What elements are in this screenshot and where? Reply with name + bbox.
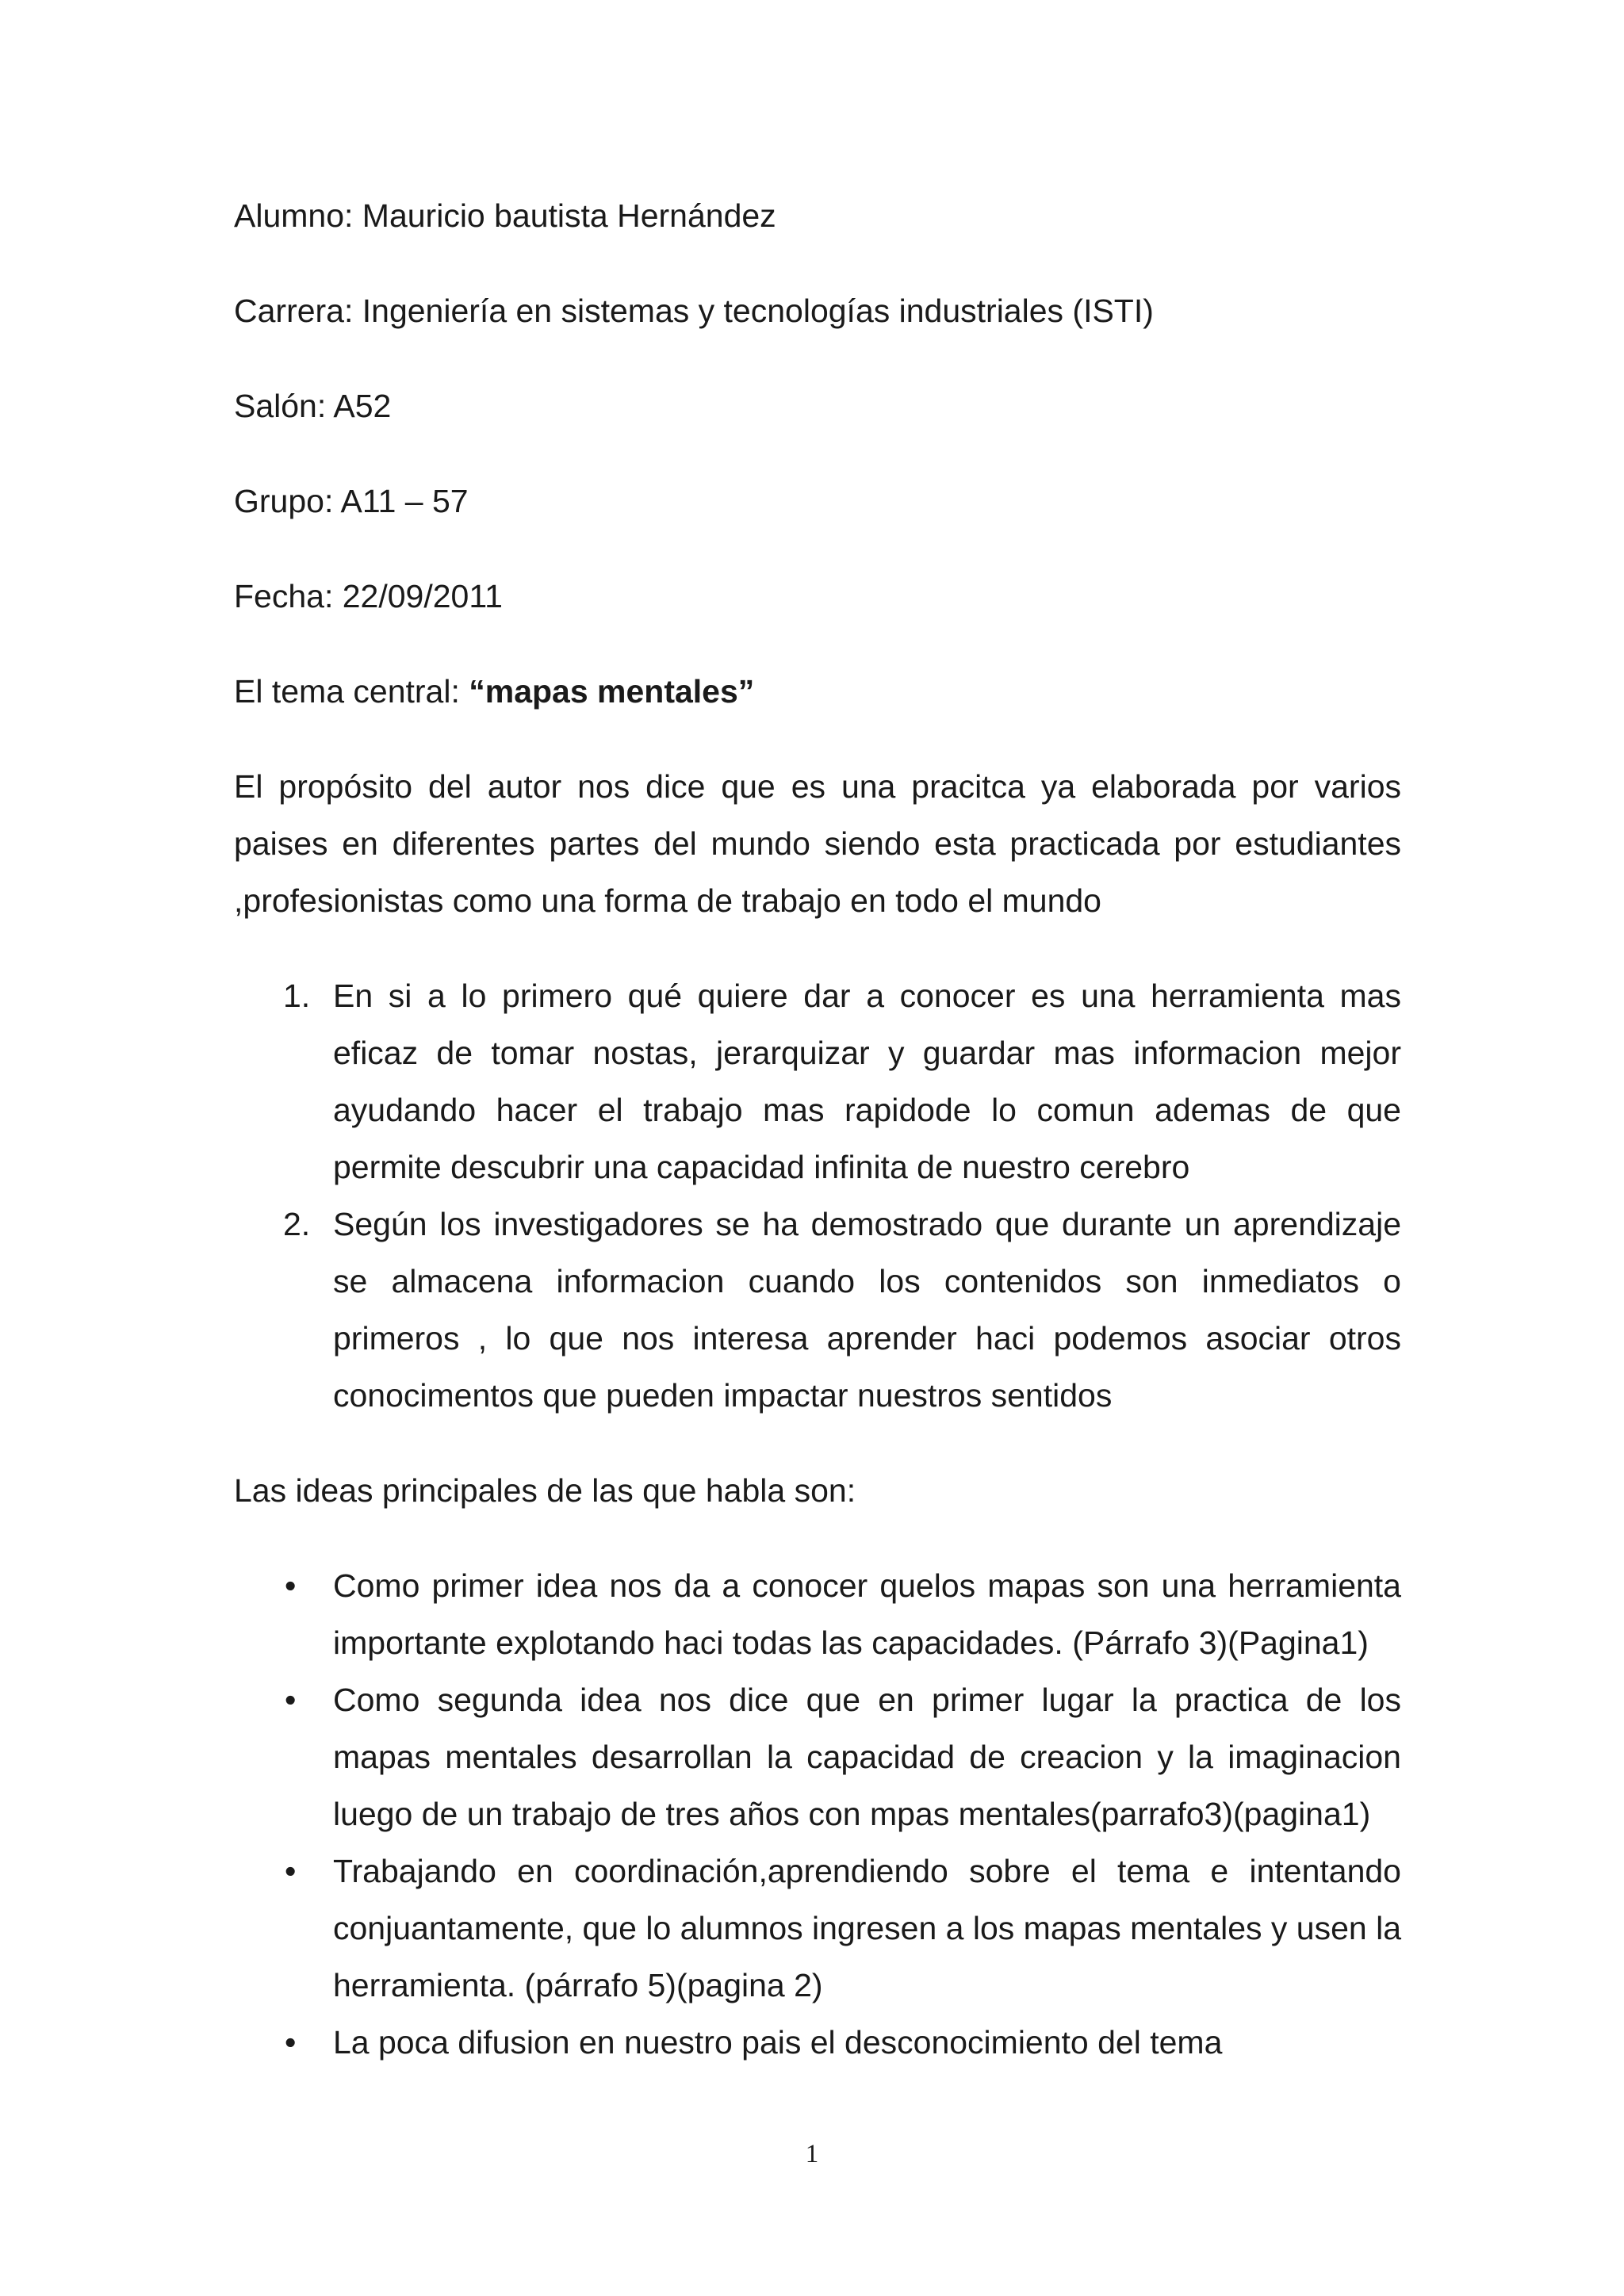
career-line: Carrera: Ingeniería en sistemas y tecnologías industriales (ISTI) <box>234 293 1154 329</box>
list-item <box>234 967 1401 1196</box>
bullet-list <box>234 1557 1401 2071</box>
bullet-item <box>234 1843 1401 2014</box>
list-number: 2. <box>283 1206 311 1242</box>
bullet-item <box>234 1557 1401 1671</box>
bullet-icon: • <box>285 1682 297 1718</box>
bullet-item-text: La poca difusion en nuestro pais el desconocimiento del tema <box>333 2024 1223 2061</box>
page-number: 1 <box>805 2140 819 2168</box>
bullet-item-text: Como segunda idea nos dice que en primer lugar la practica de los mapas mentales desarrollan la capacidad de creacion y la imaginacion luego de un trabajo de tres años con mpas mentales(parrafo3)(pagina1) <box>333 1682 1401 1832</box>
purpose-paragraph: El propósito del autor nos dice que es una pracitca ya elaborada por varios paises en diferentes partes del mundo siendo esta practicada por estudiantes ,profesionistas como una forma de trabajo en todo el mundo <box>234 768 1401 919</box>
main-ideas-heading: Las ideas principales de las que habla son: <box>234 1472 856 1509</box>
student-name: Alumno: Mauricio bautista Hernández <box>234 197 776 234</box>
central-topic-line <box>234 663 1401 720</box>
central-topic-label: El tema central: <box>234 673 469 710</box>
list-item-text: Según los investigadores se ha demostrado que durante un aprendizaje se almacena informacion cuando los contenidos son inmediatos o primeros , lo que nos interesa aprender haci podemos asociar otros conocimentos que pueden impactar nuestros sentidos <box>333 1206 1401 1414</box>
bullet-item-text: Trabajando en coordinación,aprendiendo sobre el tema e intentando conjuantamente, que lo alumnos ingresen a los mapas mentales y usen la herramienta. (párrafo 5)(pagina 2) <box>333 1853 1401 2003</box>
list-item <box>234 1196 1401 1424</box>
central-topic-value: “mapas mentales” <box>469 673 755 710</box>
bullet-item <box>234 2014 1401 2071</box>
bullet-item-text: Como primer idea nos da a conocer quelos mapas son una herramienta importante explotando haci todas las capacidades. (Párrafo 3)(Pagina1) <box>333 1567 1401 1661</box>
bullet-icon: • <box>285 1567 297 1604</box>
bullet-icon: • <box>285 2024 297 2061</box>
list-item-text: En si a lo primero qué quiere dar a conocer es una herramienta mas eficaz de tomar nostas, jerarquizar y guardar mas informacion mejor ayudando hacer el trabajo mas rapidode lo comun ademas de que permite descubrir una capacidad infinita de nuestro cerebro <box>333 978 1401 1185</box>
bullet-icon: • <box>285 1853 297 1889</box>
list-number: 1. <box>283 978 311 1014</box>
group-line: Grupo: A11 – 57 <box>234 483 469 519</box>
room-line: Salón: A52 <box>234 388 392 424</box>
bullet-item <box>234 1671 1401 1843</box>
date-line: Fecha: 22/09/2011 <box>234 578 503 614</box>
numbered-list <box>234 967 1401 1424</box>
document-body <box>234 187 1401 2109</box>
